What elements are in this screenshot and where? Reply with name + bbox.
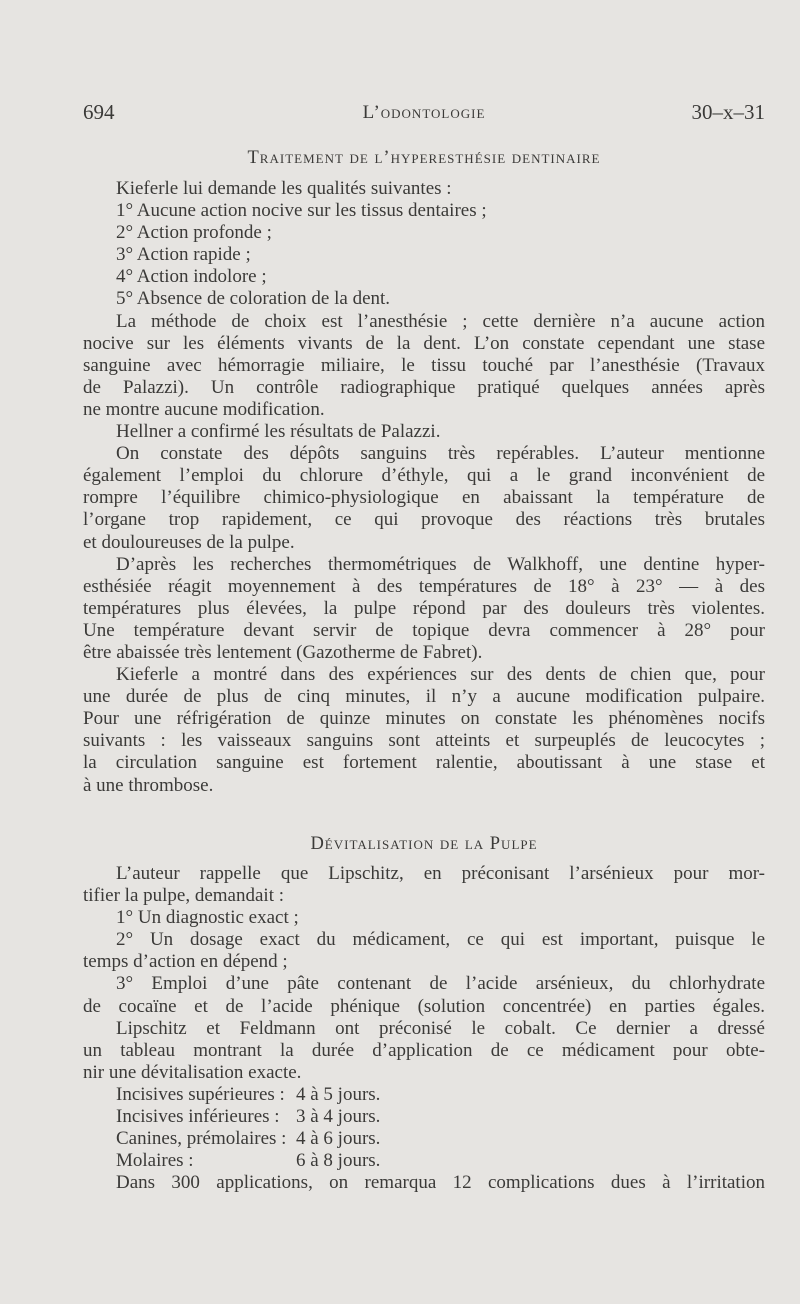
text-line: 4° Action indolore ; xyxy=(116,266,267,288)
text-line: de cocaïne et de l’acide phénique (solution concentrée) en parties égales. xyxy=(83,995,765,1017)
text-line: 3° Emploi d’une pâte contenant de l’acide arsénieux, du chlorhydrate xyxy=(116,973,765,995)
tooth-group-label: Incisives supérieures : xyxy=(116,1083,285,1105)
text-line: nocive sur les éléments vivants de la dent. L’on constate cependant une stase xyxy=(83,332,765,354)
text-line: D’après les recherches thermométriques de Walkhoff, une dentine hyper- xyxy=(116,553,765,575)
text-line: 3° Action rapide ; xyxy=(116,244,251,266)
text-line: un tableau montrant la durée d’application de ce médicament pour obte- xyxy=(83,1039,765,1061)
application-duration: 4 à 5 jours. xyxy=(296,1083,381,1105)
text-line: et douloureuses de la pulpe. xyxy=(83,531,295,553)
application-duration: 3 à 4 jours. xyxy=(296,1106,381,1128)
text-line: également l’emploi du chlorure d’éthyle, qui a le grand inconvénient de xyxy=(83,465,765,487)
tooth-group-label: Canines, prémolaires : xyxy=(116,1128,287,1150)
text-line: de Palazzi). Un contrôle radiographique pratiqué quelques années après xyxy=(83,376,765,398)
text-line: La méthode de choix est l’anesthésie ; cette dernière n’a aucune action xyxy=(116,310,765,332)
tooth-group-label: Molaires : xyxy=(116,1150,194,1172)
text-line: sanguine avec hémorragie miliaire, le tissu touché par l’anesthésie (Travaux xyxy=(83,354,765,376)
closing-line: Dans 300 applications, on remarqua 12 complications dues à l’irritation xyxy=(116,1172,765,1194)
duration-table-row xyxy=(83,1084,765,1106)
text-line: nir une dévitalisation exacte. xyxy=(83,1061,302,1083)
page-number: 694 xyxy=(83,100,115,124)
text-line: 1° Aucune action nocive sur les tissus dentaires ; xyxy=(116,200,487,222)
application-duration: 6 à 8 jours. xyxy=(296,1150,381,1172)
issue-date: 30–x–31 xyxy=(691,100,765,124)
text-line: températures plus élevées, la pulpe répond par des douleurs très violentes. xyxy=(83,597,765,619)
text-line: Hellner a confirmé les résultats de Palazzi. xyxy=(116,421,441,443)
text-line: temps d’action en dépend ; xyxy=(83,951,288,973)
running-header xyxy=(83,100,765,130)
text-line: Pour une réfrigération de quinze minutes on constate les phénomènes nocifs xyxy=(83,708,765,730)
text-line: la circulation sanguine est fortement ralentie, aboutissant à une stase et xyxy=(83,752,765,774)
section-heading-devitalisation: Dévitalisation de la Pulpe xyxy=(310,834,538,854)
journal-title: L’odontologie xyxy=(362,102,486,123)
text-line: Kieferle a montré dans des expériences sur des dents de chien que, pour xyxy=(116,664,765,686)
tooth-group-label: Incisives inférieures : xyxy=(116,1106,280,1128)
text-line: Kieferle lui demande les qualités suivantes : xyxy=(116,178,452,199)
text-line: On constate des dépôts sanguins très repérables. L’auteur mentionne xyxy=(116,443,765,465)
text-line: à une thrombose. xyxy=(83,774,214,796)
text-line: rompre l’équilibre chimico-physiologique en abaissant la température de xyxy=(83,487,765,509)
duration-table-row xyxy=(83,1128,765,1150)
text-line: 2° Un dosage exact du médicament, ce qui est important, puisque le xyxy=(116,929,765,951)
text-line: être abaissée très lentement (Gazotherme de Fabret). xyxy=(83,641,483,663)
application-duration: 4 à 6 jours. xyxy=(296,1128,381,1150)
section-heading-hyperesthesia: Traitement de l’hyperesthésie dentinaire xyxy=(247,148,601,168)
text-line: suivants : les vaisseaux sanguins sont atteints et surpeuplés de leucocytes ; xyxy=(83,730,765,752)
duration-table-row xyxy=(83,1150,765,1172)
text-line: tifier la pulpe, demandait : xyxy=(83,885,285,907)
text-line: 5° Absence de coloration de la dent. xyxy=(116,288,391,310)
text-line: 2° Action profonde ; xyxy=(116,222,272,244)
section-body-devitalisation xyxy=(83,863,765,1194)
duration-table-row xyxy=(83,1106,765,1128)
text-line: Lipschitz et Feldmann ont préconisé le cobalt. Ce dernier a dressé xyxy=(116,1017,765,1039)
text-line: ne montre aucune modification. xyxy=(83,398,325,420)
text-line: Une température devant servir de topique devra commencer à 28° pour xyxy=(83,619,765,641)
text-line: esthésiée réagit moyennement à des températures de 18° à 23° — à des xyxy=(83,575,765,597)
text-line: l’organe trop rapidement, ce qui provoque des réactions très brutales xyxy=(83,509,765,531)
text-line: une durée de plus de cinq minutes, il n’y a aucune modification pulpaire. xyxy=(83,686,765,708)
section-body-hyperesthesia xyxy=(83,178,765,797)
text-line: L’auteur rappelle que Lipschitz, en préconisant l’arsénieux pour mor- xyxy=(116,863,765,884)
text-line: 1° Un diagnostic exact ; xyxy=(116,907,299,929)
